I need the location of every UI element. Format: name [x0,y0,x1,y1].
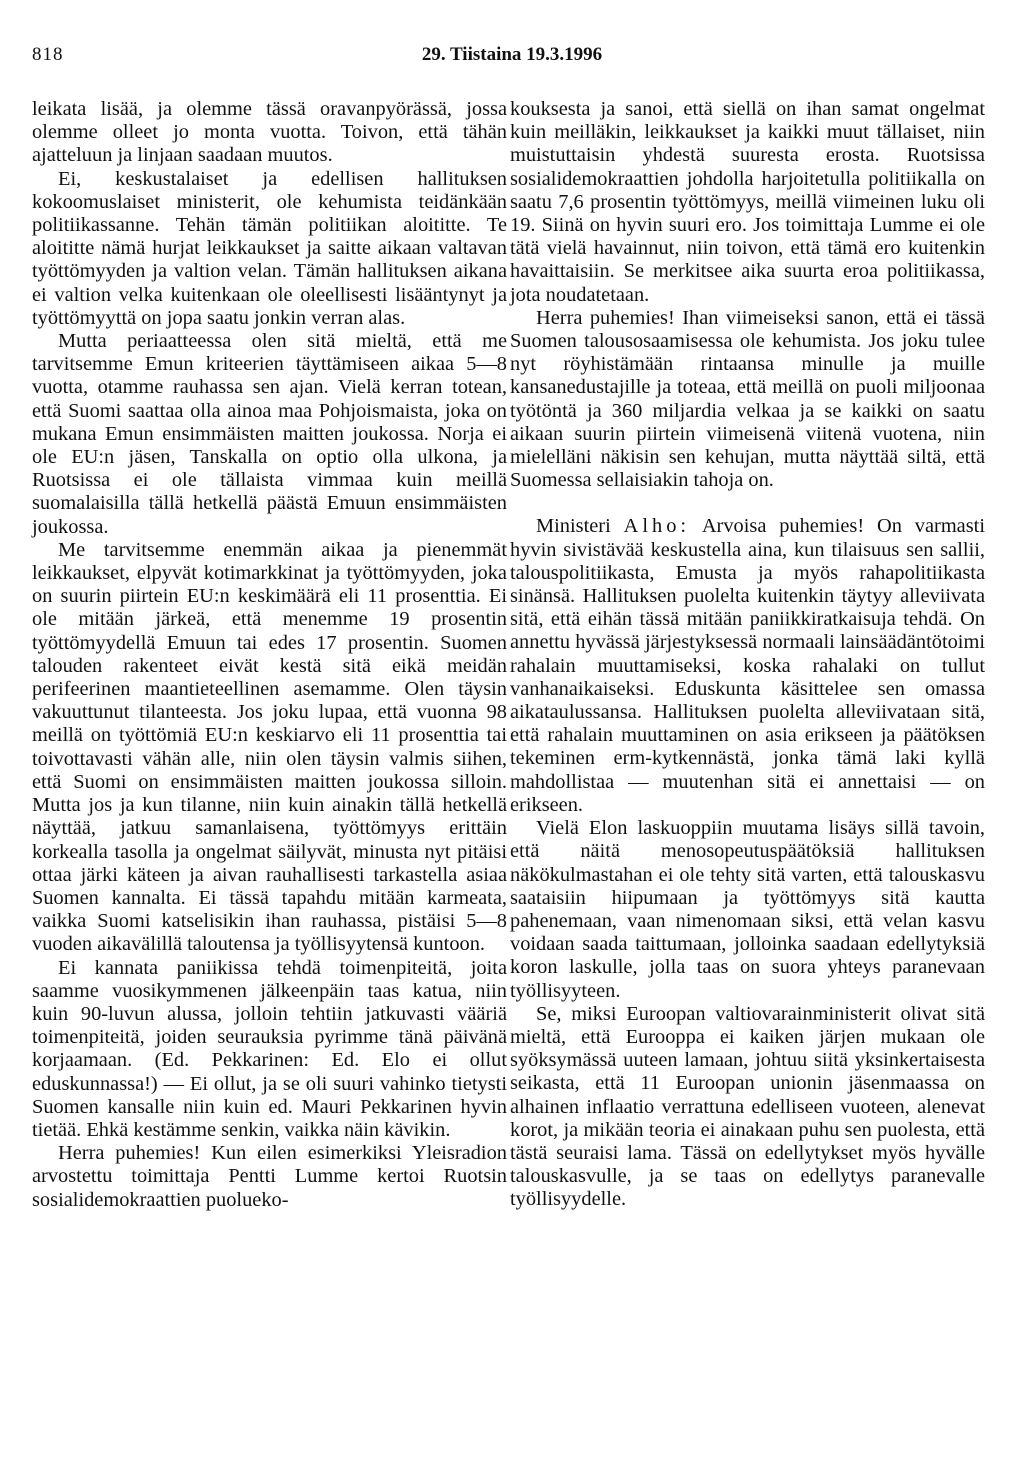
paragraph: Herra puhemies! Ihan viimeiseksi sanon, että ei tässä Suomen talousosaamisessa ole kehumista. Jos joku tulee nyt röyhistämään rintaansa minulle ja muille kansanedustajille ja toteaa, että meillä on puoli miljoonaa työtöntä ja 360 miljardia velkaa ja se kaikki on saatu aikaan suurin piirtein viimeisenä viitenä vuotena, niin mielelläni näkisin sen kehujan, mutta näyttää siltä, että Suomessa sellaisiakin tahoja on. [510,306,985,492]
paragraph: Ei, keskustalaiset ja edellisen hallituksen kokoomuslaiset ministerit, ole kehumista teidänkään politiikassanne. Tehän tämän politiikan aloititte. Te aloititte nämä hurjat leikkaukset ja saitte aikaan valtavan työttömyyden ja valtion velan. Tämän hallituksen aikana ei valtion velka kuitenkaan ole oleellisesti lisääntynyt ja työttömyyttä on jopa saatu jonkin verran alas. [32,167,507,329]
speaker-title: Ministeri [536,515,611,538]
running-head: 29. Tiistaina 19.3.1996 [421,44,603,65]
paragraph: leikata lisää, ja olemme tässä oravanpyörässä, jossa olemme olleet jo monta vuotta. Toivon, että tähän ajatteluun ja linjaan saadaan muutos. [32,98,507,167]
paragraph: Ei kannata paniikissa tehdä toimenpiteitä, joita saamme vuosikymmenen jälkeenpäin taas katua, niin kuin 90-luvun alussa, jolloin tehtiin jatkuvasti vääriä toimenpiteitä, joiden seurauksia pyrimme tänä päivänä korjaamaan. (Ed. Pekkarinen: Ed. Elo ei ollut eduskunnassa!) — Ei ollut, ja se oli suuri vahinko tietysti Suomen kansalle niin kuin ed. Mauri Pekkarinen hyvin tietää. Ehkä kestämme senkin, vaikka näin kävikin. [32,956,507,1141]
paragraph: kouksesta ja sanoi, että siellä on ihan samat ongelmat kuin meilläkin, leikkaukset ja kaikki muut tällaiset, niin muistuttaisin yhdestä suuresta erosta. Ruotsissa sosialidemokraattien johdolla harjoitetulla politiikalla on saatu 7,6 prosentin työttömyys, meillä viimeinen luku oli 19. Siinä on hyvin suuri ero. Jos toimittaja Lumme ei ole tätä vielä havainnut, niin toivon, että tämä ero kuitenkin havaittaisiin. Se merkitsee aika suurta eroa politiikassa, jota noudatetaan. [510,98,985,306]
left-column [32,98,507,1212]
paragraph: Herra puhemies! Kun eilen esimerkiksi Yleisradion arvostettu toimittaja Pentti Lumme kertoi Ruotsin sosialidemokraattien puolueko- [32,1142,507,1211]
speaker-name: Alho: [623,515,691,538]
right-column [510,98,985,1212]
speaker-paragraph [510,515,985,817]
paragraph: Vielä Elon laskuoppiin muutama lisäys sillä tavoin, että näitä menosopeutuspäätöksiä hallituksen näkökulmastahan ei ole tehty sitä varten, että talouskasvu saataisiin hiipumaan ja työttömyys sitä kautta pahenemaan, vaan nimenomaan siksi, että velan kasvu voidaan saada taittumaan, jolloinka saadaan edellytyksiä koron laskulle, jolla taas on suora yhteys paranevaan työllisyyteen. [510,817,985,1002]
page-number: 818 [32,44,64,65]
paragraph: Se, miksi Euroopan valtiovarainministerit olivat sitä mieltä, että Eurooppa ei kaiken järjen mukaan ole syöksymässä uuteen lamaan, johtuu siitä yksinkertaisesta seikasta, että 11 Euroopan unionin jäsenmaassa on alhainen inflaatio verrattuna edelliseen vuoteen, alenevat korot, ja mikään teoria ei ainakaan puhu sen puolesta, että tästä seuraisi lama. Tässä on edellytykset myös hyvälle talouskasvulle, ja se taas on edellytys paranevalle työllisyydelle. [510,1002,985,1211]
speech-text: Arvoisa puhemies! On varmasti hyvin sivistävää keskustella aina, kun tilaisuus sen sallii, talouspolitiikasta, Emusta ja myös rahapolitiikasta sinänsä. Hallituksen puolelta kuitenkin täytyy alleviivata sitä, että eihän tässä mitään paniikkiratkaisuja tehdä. On annettu hyvässä järjestyksessä normaali lainsäädäntötoimi rahalain muuttamiseksi, koska rahalaki on tullut vanhanaikaiseksi. Eduskunta käsittelee sen omassa aikataulussansa. Hallituksen puolelta alleviivataan sitä, että rahalain muuttaminen on asia erikseen ja päätöksen tekeminen erm-kytkennästä, jonka tämä laki kyllä mahdollistaa — muutenhan sitä ei annettaisi — on erikseen. [510,515,985,816]
paragraph: Me tarvitsemme enemmän aikaa ja pienemmät leikkaukset, elpyvät kotimarkkinat ja työttömyyden, joka on suurin piirtein EU:n keskimäärä eli 11 prosenttia. Ei ole mitään järkeä, että menemme 19 prosentin työttömyydellä Emuun tai edes 17 prosentin. Suomen talouden rakenteet eivät kestä sitä eikä meidän perifeerinen maantieteellinen asemamme. Olen täysin vakuuttunut tilanteesta. Jos joku lupaa, että vuonna 98 meillä on työttömiä EU:n keskiarvo eli 11 prosenttia tai toivottavasti vähän alle, niin olen täysin valmis siihen, että Suomi on ensimmäisten maitten joukossa silloin. Mutta jos ja kun tilanne, niin kuin ainakin tällä hetkellä näyttää, jatkuu samanlaisena, työttömyys erittäin korkealla tasolla ja ongelmat säilyvät, minusta nyt pitäisi ottaa järki käteen ja aivan rauhallisesti tarkastella asiaa Suomen kannalta. Ei tässä tapahdu mitään karmeata, vaikka Suomi katselisikin ihan rauhassa, pistäisi 5—8 vuoden aikavälillä taloutensa ja työllisyytensä kuntoon. [32,538,507,956]
paragraph: Mutta periaatteessa olen sitä mieltä, että me tarvitsemme Emun kriteerien täyttämiseen aikaa 5—8 vuotta, otamme rauhassa sen ajan. Vielä kerran totean, että Suomi saattaa olla ainoa maa Pohjoismaista, joka on mukana Emun ensimmäisten maitten joukossa. Norja ei ole EU:n jäsen, Tanskalla on optio olla ulkona, ja Ruotsissa ei ole tällaista vimmaa kuin meillä suomalaisilla tällä hetkellä päästä Emuun ensimmäisten joukossa. [32,330,507,538]
